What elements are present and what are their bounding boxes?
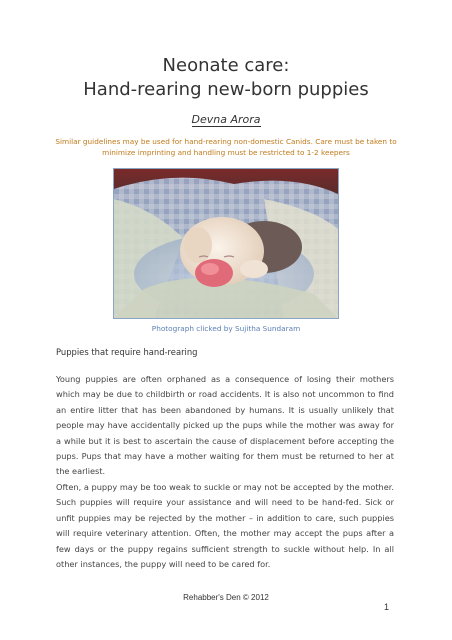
section-heading: Puppies that require hand-rearing (56, 347, 198, 357)
author-text: Devna Arora (191, 113, 261, 126)
photo-caption: Photograph clicked by Sujitha Sundaram (151, 324, 301, 333)
title-line-2: Hand-rearing new-born puppies (83, 79, 369, 100)
author-name (0, 113, 452, 126)
puppy-photo (113, 168, 339, 319)
paragraph-1: Young puppies are often orphaned as a consequence of losing their mothers which may be due to childbirth or road accidents. It is also not uncommon to find an entire litter that has been abandoned by humans. It is usually unlikely that people may have accidentally picked up the pups while the mother was away for a while but it is best to ascertain the cause of displacement before accepting the pups. Pups that may have a mother waiting for them must be returned to her at the earliest. (56, 374, 394, 477)
page-number: 1 (384, 602, 390, 612)
footer: Rehabber's Den © 2012 (183, 593, 269, 602)
paragraph-2: Often, a puppy may be too weak to suckle or may not be accepted by the mother. Such puppies will require your assistance and will need to be hand-fed. Sick or unfit puppies may be rejected by the mother – in addition to care, such puppies will require veterinary attention. Often, the mother may accept the pups after a few days or the puppy regains sufficient strength to suckle without help. In all other instances, the puppy will need to be cared for. (56, 482, 394, 570)
title-line-1: Neonate care: (162, 55, 290, 76)
guideline-note: Similar guidelines may be used for hand-rearing non-domestic Canids. Care must be taken to minimize imprinting and handling must be restricted to 1-2 keepers (55, 137, 397, 157)
